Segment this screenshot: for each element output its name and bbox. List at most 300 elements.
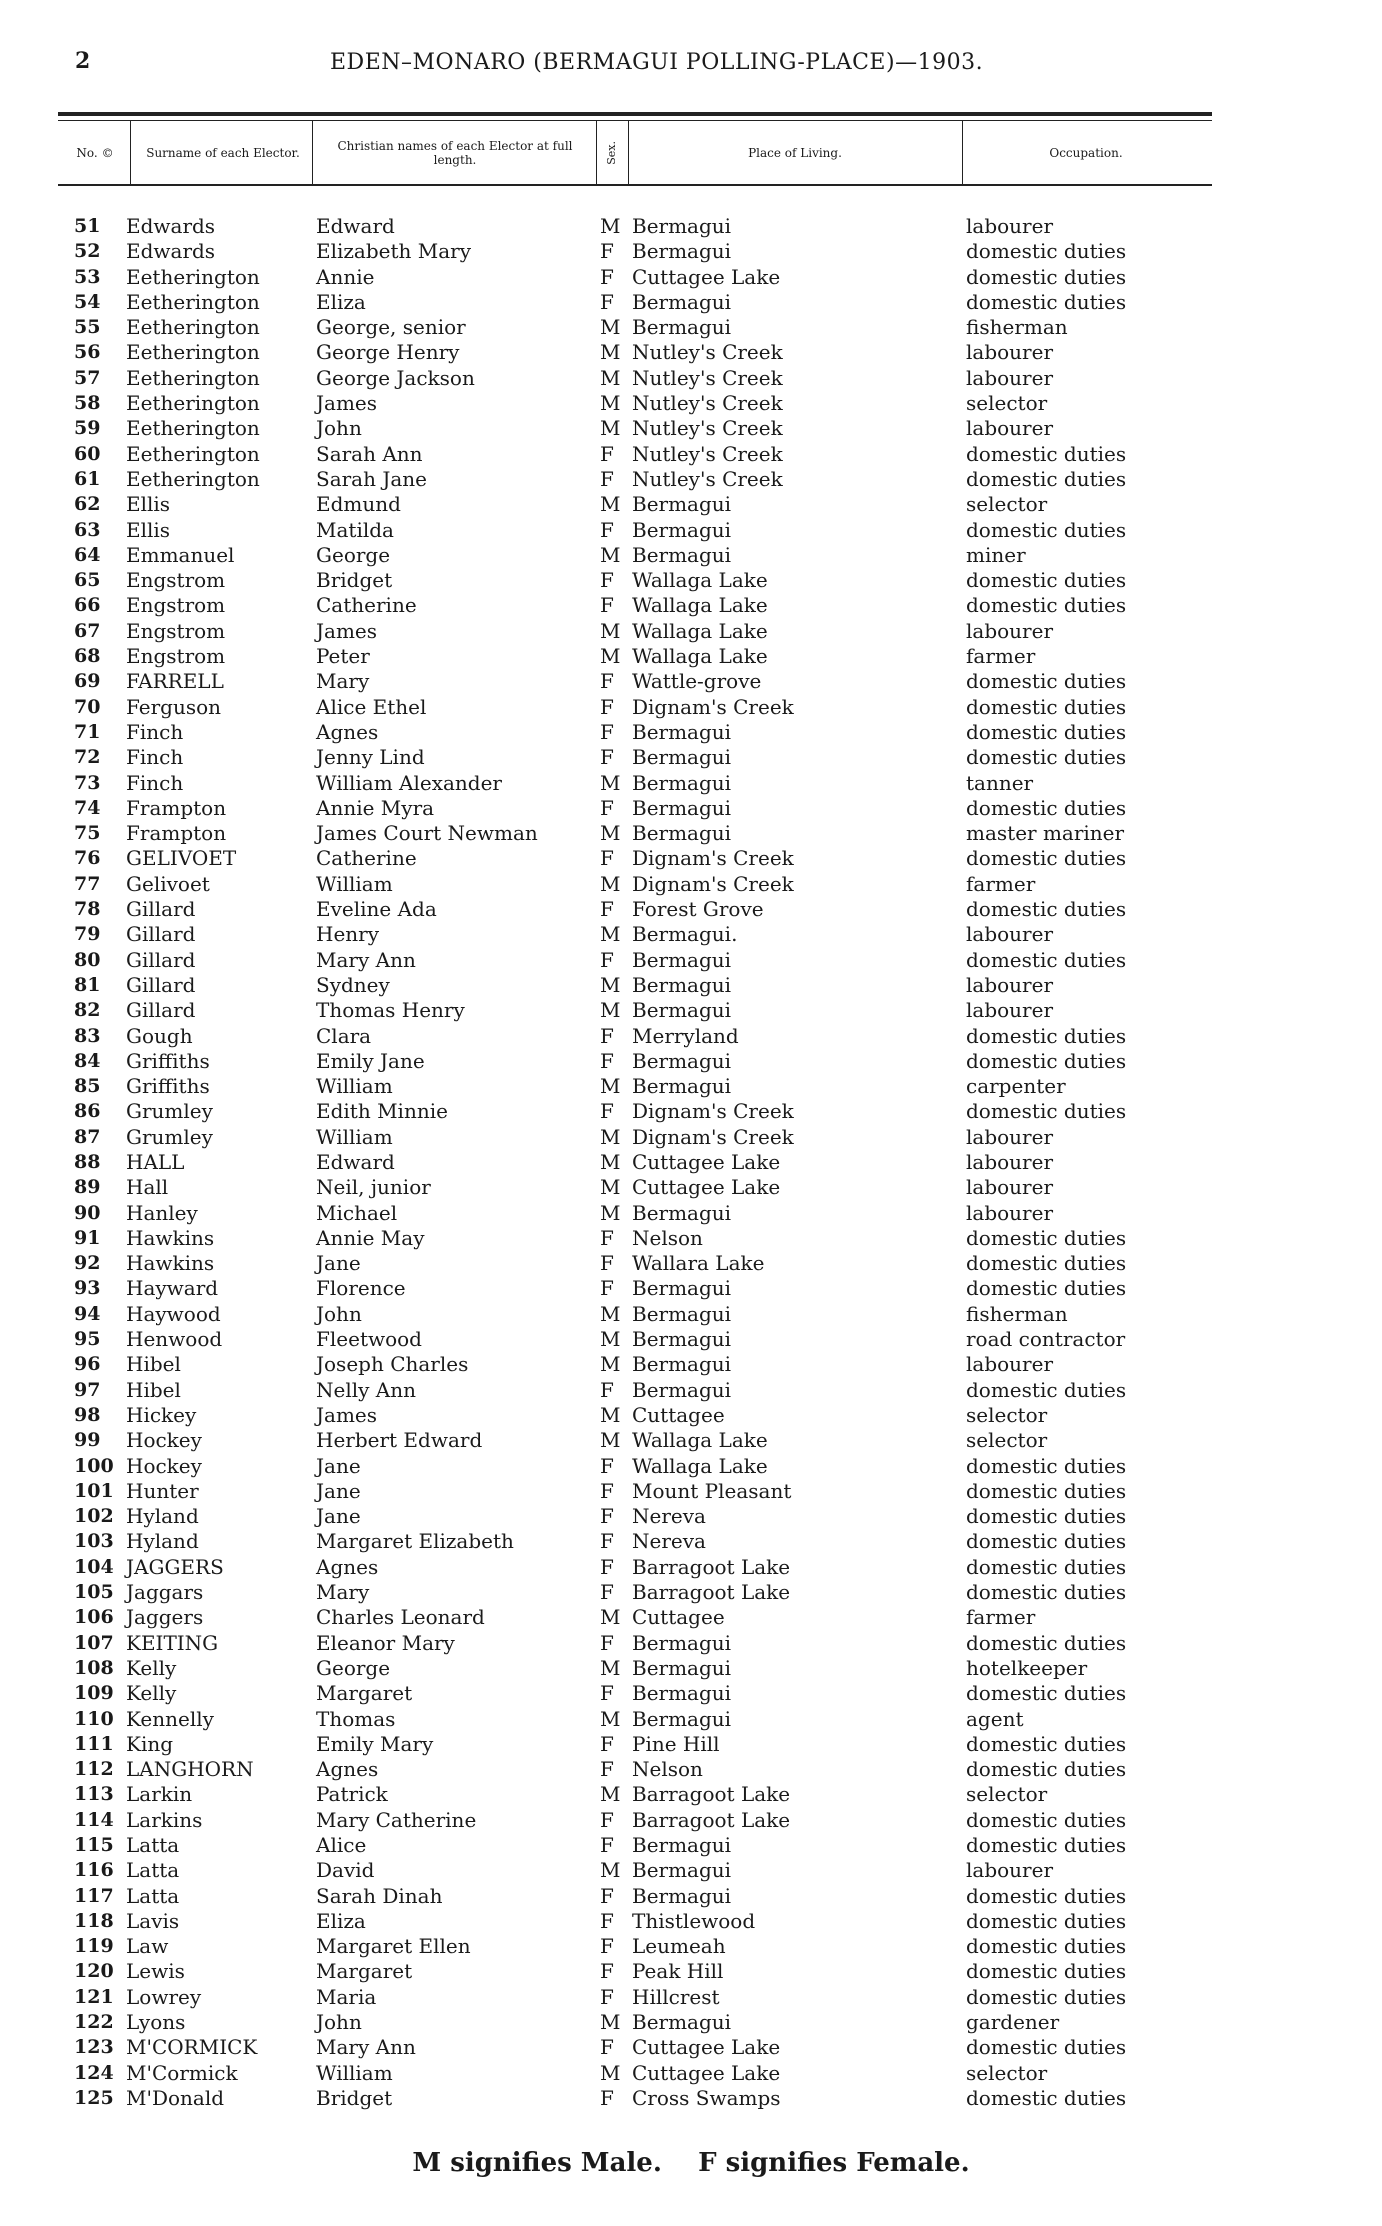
page-title: EDEN–MONARO (BERMAGUI POLLING-PLACE)—1903. [330, 50, 984, 75]
elector-number: 92 [74, 1252, 101, 1275]
elector-occupation: domestic duties [966, 897, 1127, 922]
table-row [0, 1985, 1382, 2010]
elector-surname: Gillard [126, 972, 196, 997]
elector-christian-names: Nelly Ann [316, 1377, 416, 1402]
table-row [0, 391, 1382, 416]
elector-place: Nutley's Creek [632, 416, 783, 441]
elector-occupation: labourer [966, 1175, 1054, 1200]
elector-number: 66 [74, 594, 101, 617]
elector-christian-names: Eliza [316, 1908, 366, 1933]
elector-number: 110 [74, 1707, 114, 1730]
elector-place: Nutley's Creek [632, 466, 783, 491]
elector-place: Nereva [632, 1504, 706, 1529]
elector-surname: Gough [126, 1023, 193, 1048]
elector-occupation: domestic duties [966, 1023, 1127, 1048]
table-row [0, 593, 1382, 618]
elector-surname: Finch [126, 770, 184, 795]
elector-place: Wattle-grove [632, 669, 762, 694]
elector-number: 114 [74, 1808, 114, 1831]
elector-place: Nutley's Creek [632, 441, 783, 466]
elector-number: 121 [74, 1985, 114, 2008]
table-row [0, 239, 1382, 264]
elector-occupation: domestic duties [966, 1529, 1127, 1554]
elector-number: 80 [74, 948, 101, 971]
table-row [0, 1201, 1382, 1226]
elector-sex: M [600, 365, 621, 390]
elector-place: Dignam's Creek [632, 871, 794, 896]
elector-surname: Jaggars [126, 1580, 204, 1605]
elector-place: Cuttagee [632, 1605, 725, 1630]
elector-christian-names: George [316, 1655, 391, 1680]
elector-place: Bermagui [632, 289, 732, 314]
elector-sex: F [600, 568, 614, 593]
elector-place: Cuttagee Lake [632, 1149, 781, 1174]
elector-sex: F [600, 1807, 614, 1832]
elector-christian-names: Margaret [316, 1681, 413, 1706]
elector-christian-names: Mary Catherine [316, 1807, 477, 1832]
elector-number: 77 [74, 872, 101, 895]
elector-number: 57 [74, 366, 101, 389]
elector-number: 72 [74, 746, 101, 769]
elector-occupation: agent [966, 1706, 1024, 1731]
elector-christian-names: William [316, 1074, 393, 1099]
elector-occupation: domestic duties [966, 1833, 1127, 1857]
elector-number: 112 [74, 1758, 114, 1781]
elector-christian-names: Alice Ethel [316, 694, 427, 719]
elector-surname: Law [126, 1934, 169, 1959]
table-row [0, 1605, 1382, 1630]
sex-legend: M signifies Male. F signifies Female. [412, 2148, 970, 2178]
elector-surname: Hawkins [126, 1251, 215, 1276]
elector-christian-names: Michael [316, 1200, 398, 1225]
elector-surname: Frampton [126, 795, 227, 820]
elector-surname: Kelly [126, 1681, 177, 1706]
elector-christian-names: Herbert Edward [316, 1428, 483, 1453]
elector-christian-names: David [316, 1858, 375, 1883]
elector-sex: M [600, 492, 621, 517]
elector-number: 74 [74, 796, 101, 819]
elector-place: Dignam's Creek [632, 846, 794, 871]
elector-sex: M [600, 644, 621, 669]
column-header-surname: Surname of each Elector. [146, 146, 300, 160]
table-row [0, 846, 1382, 871]
elector-number: 103 [74, 1530, 114, 1553]
elector-occupation: labourer [966, 1858, 1054, 1883]
column-header-sex-label: Sex. [605, 141, 618, 165]
elector-sex: M [600, 542, 621, 567]
elector-surname: Hockey [126, 1453, 202, 1478]
elector-sex: F [600, 1478, 614, 1503]
elector-surname: Griffiths [126, 1048, 210, 1073]
elector-place: Wallaga Lake [632, 644, 768, 669]
elector-christian-names: Agnes [316, 1757, 379, 1782]
elector-occupation: domestic duties [966, 795, 1127, 820]
elector-number: 64 [74, 543, 101, 566]
elector-surname: Emmanuel [126, 542, 235, 567]
column-divider [312, 120, 313, 184]
elector-place: Wallaga Lake [632, 568, 768, 593]
elector-number: 85 [74, 1075, 101, 1098]
elector-occupation: labourer [966, 998, 1054, 1023]
elector-surname: Griffiths [126, 1074, 210, 1099]
elector-surname: Hibel [126, 1352, 181, 1377]
elector-sex: F [600, 669, 614, 694]
elector-number: 67 [74, 619, 101, 642]
elector-surname: Eetherington [126, 264, 260, 289]
elector-place: Thistlewood [632, 1908, 756, 1933]
elector-christian-names: Annie [316, 264, 375, 289]
elector-number: 105 [74, 1581, 114, 1604]
elector-sex: M [600, 821, 621, 846]
column-divider [130, 120, 131, 184]
table-row [0, 1959, 1382, 1984]
elector-surname: Haywood [126, 1301, 221, 1326]
elector-surname: Eetherington [126, 466, 260, 491]
table-row [0, 1276, 1382, 1301]
elector-christian-names: Sarah Ann [316, 441, 423, 466]
elector-christian-names: Margaret Elizabeth [316, 1529, 514, 1554]
elector-occupation: domestic duties [966, 517, 1127, 542]
elector-place: Cuttagee [632, 1402, 725, 1427]
elector-occupation: domestic duties [966, 239, 1127, 264]
elector-place: Barragoot Lake [632, 1782, 791, 1807]
elector-place: Bermagui [632, 1706, 732, 1731]
table-row [0, 922, 1382, 947]
elector-place: Dignam's Creek [632, 1099, 794, 1124]
elector-surname: Engstrom [126, 568, 226, 593]
elector-christian-names: Sarah Jane [316, 466, 428, 491]
elector-surname: Edwards [126, 239, 216, 264]
elector-number: 95 [74, 1328, 101, 1351]
elector-sex: F [600, 795, 614, 820]
elector-christian-names: William [316, 871, 393, 896]
elector-number: 106 [74, 1606, 114, 1629]
elector-surname: Hanley [126, 1200, 198, 1225]
elector-number: 82 [74, 999, 101, 1022]
header-rule-bottom [58, 184, 1212, 186]
elector-sex: M [600, 1200, 621, 1225]
elector-number: 79 [74, 923, 101, 946]
elector-sex: F [600, 846, 614, 871]
elector-occupation: labourer [966, 972, 1054, 997]
table-row [0, 872, 1382, 897]
elector-number: 51 [74, 215, 101, 237]
elector-occupation: labourer [966, 618, 1054, 643]
elector-occupation: domestic duties [966, 1681, 1127, 1706]
table-row [0, 1681, 1382, 1706]
elector-sex: F [600, 1529, 614, 1554]
elector-sex: M [600, 972, 621, 997]
elector-sex: F [600, 694, 614, 719]
elector-surname: M'CORMICK [126, 2035, 258, 2060]
column-header-sex [598, 126, 626, 180]
elector-number: 60 [74, 442, 101, 465]
elector-christian-names: Alice [316, 1833, 367, 1857]
elector-occupation: domestic duties [966, 1099, 1127, 1124]
elector-occupation: labourer [966, 1200, 1054, 1225]
elector-christian-names: George Jackson [316, 365, 475, 390]
table-row [0, 366, 1382, 391]
elector-sex: M [600, 1301, 621, 1326]
elector-surname: Jaggers [126, 1605, 204, 1630]
elector-christian-names: Agnes [316, 1554, 379, 1579]
elector-surname: Ferguson [126, 694, 222, 719]
elector-sex: M [600, 1605, 621, 1630]
elector-christian-names: Joseph Charles [316, 1352, 469, 1377]
table-row [0, 1580, 1382, 1605]
elector-sex: M [600, 315, 621, 340]
elector-place: Wallara Lake [632, 1251, 765, 1276]
column-divider [628, 120, 629, 184]
table-row [0, 1099, 1382, 1124]
elector-number: 104 [74, 1555, 114, 1578]
elector-surname: Eetherington [126, 340, 260, 365]
elector-sex: F [600, 1554, 614, 1579]
elector-surname: KEITING [126, 1630, 219, 1655]
elector-christian-names: Mary Ann [316, 2035, 416, 2060]
elector-place: Wallaga Lake [632, 1453, 768, 1478]
elector-sex: F [600, 1276, 614, 1301]
elector-sex: M [600, 1352, 621, 1377]
table-row [0, 1504, 1382, 1529]
elector-place: Cross Swamps [632, 2085, 781, 2110]
elector-number: 75 [74, 822, 101, 845]
elector-number: 122 [74, 2011, 114, 2034]
elector-sex: F [600, 1023, 614, 1048]
table-row [0, 467, 1382, 492]
elector-sex: F [600, 1681, 614, 1706]
elector-number: 117 [74, 1884, 114, 1907]
elector-surname: LANGHORN [126, 1757, 254, 1782]
elector-number: 53 [74, 265, 101, 288]
elector-place: Bermagui [632, 1276, 732, 1301]
elector-occupation: selector [966, 492, 1048, 517]
elector-surname: Gillard [126, 922, 196, 947]
elector-number: 111 [74, 1732, 114, 1755]
elector-sex: M [600, 770, 621, 795]
elector-sex: F [600, 264, 614, 289]
elector-occupation: domestic duties [966, 264, 1127, 289]
table-row [0, 1403, 1382, 1428]
elector-christian-names: John [316, 416, 362, 441]
elector-surname: Finch [126, 719, 184, 744]
elector-place: Bermagui [632, 770, 732, 795]
elector-sex: F [600, 1908, 614, 1933]
elector-surname: Hyland [126, 1504, 199, 1529]
elector-christian-names: Bridget [316, 2085, 393, 2110]
elector-occupation: labourer [966, 1124, 1054, 1149]
elector-place: Nereva [632, 1529, 706, 1554]
elector-sex: F [600, 1984, 614, 2009]
elector-number: 102 [74, 1505, 114, 1528]
elector-place: Nelson [632, 1757, 703, 1782]
table-row [0, 1808, 1382, 1833]
elector-sex: F [600, 1099, 614, 1124]
elector-christian-names: Annie May [316, 1225, 425, 1250]
elector-christian-names: George [316, 542, 391, 567]
elector-christian-names: Emily Jane [316, 1048, 425, 1073]
elector-surname: Lyons [126, 2010, 186, 2035]
elector-surname: Gelivoet [126, 871, 210, 896]
elector-sex: F [600, 289, 614, 314]
elector-sex: F [600, 1251, 614, 1276]
elector-sex: M [600, 1782, 621, 1807]
elector-surname: Lowrey [126, 1984, 202, 2009]
elector-occupation: farmer [966, 1605, 1036, 1630]
elector-christian-names: Jane [316, 1478, 361, 1503]
elector-sex: F [600, 897, 614, 922]
elector-occupation: selector [966, 1428, 1048, 1453]
table-row [0, 2010, 1382, 2035]
table-row [0, 416, 1382, 441]
table-row [0, 2035, 1382, 2060]
elector-place: Bermagui [632, 1327, 732, 1352]
elector-surname: Gillard [126, 947, 196, 972]
elector-occupation: road contractor [966, 1327, 1126, 1352]
table-row [0, 1555, 1382, 1580]
elector-occupation: labourer [966, 340, 1054, 365]
elector-surname: Engstrom [126, 593, 226, 618]
elector-surname: Eetherington [126, 391, 260, 416]
table-row [0, 619, 1382, 644]
elector-sex: F [600, 947, 614, 972]
elector-place: Bermagui [632, 1074, 732, 1099]
elector-number: 54 [74, 290, 101, 313]
elector-christian-names: Neil, junior [316, 1175, 431, 1200]
elector-sex: M [600, 2060, 621, 2085]
elector-surname: HALL [126, 1149, 185, 1174]
elector-surname: Finch [126, 745, 184, 770]
elector-place: Peak Hill [632, 1959, 724, 1984]
elector-sex: F [600, 1883, 614, 1908]
elector-surname: FARRELL [126, 669, 224, 694]
column-divider [596, 120, 597, 184]
elector-surname: King [126, 1731, 174, 1756]
table-row [0, 669, 1382, 694]
elector-surname: GELIVOET [126, 846, 237, 871]
table-row [0, 1378, 1382, 1403]
table-row [0, 796, 1382, 821]
table-row [0, 568, 1382, 593]
elector-occupation: domestic duties [966, 1225, 1127, 1250]
elector-sex: F [600, 2085, 614, 2110]
elector-sex: M [600, 1175, 621, 1200]
elector-place: Barragoot Lake [632, 1554, 791, 1579]
elector-number: 115 [74, 1834, 114, 1856]
elector-sex: M [600, 998, 621, 1023]
elector-sex: M [600, 1655, 621, 1680]
elector-occupation: domestic duties [966, 745, 1127, 770]
elector-occupation: selector [966, 2060, 1048, 2085]
elector-surname: Larkins [126, 1807, 203, 1832]
table-row [0, 1024, 1382, 1049]
elector-place: Bermagui [632, 745, 732, 770]
elector-surname: Engstrom [126, 644, 226, 669]
elector-occupation: miner [966, 542, 1026, 567]
elector-sex: F [600, 1504, 614, 1529]
elector-place: Nelson [632, 1225, 703, 1250]
elector-place: Bermagui [632, 1377, 732, 1402]
elector-number: 81 [74, 973, 101, 996]
elector-number: 87 [74, 1125, 101, 1148]
elector-christian-names: Edith Minnie [316, 1099, 448, 1124]
elector-place: Wallaga Lake [632, 1428, 768, 1453]
header-rule-thin [58, 120, 1212, 121]
table-row [0, 1884, 1382, 1909]
elector-christian-names: Maria [316, 1984, 377, 2009]
table-row [0, 1428, 1382, 1453]
elector-number: 100 [74, 1454, 114, 1477]
elector-occupation: carpenter [966, 1074, 1066, 1099]
elector-place: Bermagui [632, 1655, 732, 1680]
elector-occupation: domestic duties [966, 466, 1127, 491]
elector-sex: F [600, 441, 614, 466]
elector-number: 108 [74, 1656, 114, 1679]
elector-surname: Frampton [126, 821, 227, 846]
elector-surname: Hockey [126, 1428, 202, 1453]
elector-surname: Lavis [126, 1908, 180, 1933]
table-row [0, 1757, 1382, 1782]
elector-place: Bermagui [632, 315, 732, 340]
elector-number: 97 [74, 1378, 101, 1401]
elector-sex: F [600, 2035, 614, 2060]
table-row [0, 1631, 1382, 1656]
elector-occupation: domestic duties [966, 1554, 1127, 1579]
elector-place: Nutley's Creek [632, 340, 783, 365]
elector-christian-names: Henry [316, 922, 380, 947]
elector-sex: M [600, 391, 621, 416]
elector-number: 90 [74, 1201, 101, 1224]
elector-place: Cuttagee Lake [632, 2035, 781, 2060]
elector-surname: Ellis [126, 517, 171, 542]
elector-occupation: domestic duties [966, 441, 1127, 466]
elector-occupation: domestic duties [966, 1377, 1127, 1402]
elector-occupation: domestic duties [966, 1908, 1127, 1933]
elector-occupation: hotelkeeper [966, 1655, 1088, 1680]
elector-place: Wallaga Lake [632, 618, 768, 643]
elector-christian-names: Jane [316, 1453, 361, 1478]
elector-number: 59 [74, 417, 101, 440]
elector-number: 55 [74, 316, 101, 339]
elector-place: Cuttagee Lake [632, 2060, 781, 2085]
elector-occupation: domestic duties [966, 846, 1127, 871]
table-row [0, 2086, 1382, 2111]
elector-place: Hillcrest [632, 1984, 720, 2009]
elector-surname: Kelly [126, 1655, 177, 1680]
elector-occupation: domestic duties [966, 1453, 1127, 1478]
elector-number: 98 [74, 1403, 101, 1426]
elector-place: Bermagui [632, 1200, 732, 1225]
elector-christian-names: Charles Leonard [316, 1605, 485, 1630]
elector-christian-names: Margaret [316, 1959, 413, 1984]
elector-place: Bermagui [632, 947, 732, 972]
elector-number: 61 [74, 467, 101, 490]
elector-surname: Eetherington [126, 315, 260, 340]
table-row [0, 998, 1382, 1023]
elector-number: 65 [74, 569, 101, 592]
elector-surname: Grumley [126, 1099, 213, 1124]
elector-occupation: domestic duties [966, 1757, 1127, 1782]
elector-christian-names: Sarah Dinah [316, 1883, 443, 1908]
column-header-no: No. © [76, 146, 114, 160]
elector-surname: Eetherington [126, 441, 260, 466]
elector-occupation: labourer [966, 214, 1054, 238]
table-row [0, 1732, 1382, 1757]
elector-occupation: domestic duties [966, 1807, 1127, 1832]
elector-surname: Gillard [126, 998, 196, 1023]
elector-christian-names: William [316, 2060, 393, 2085]
table-row [0, 1909, 1382, 1934]
